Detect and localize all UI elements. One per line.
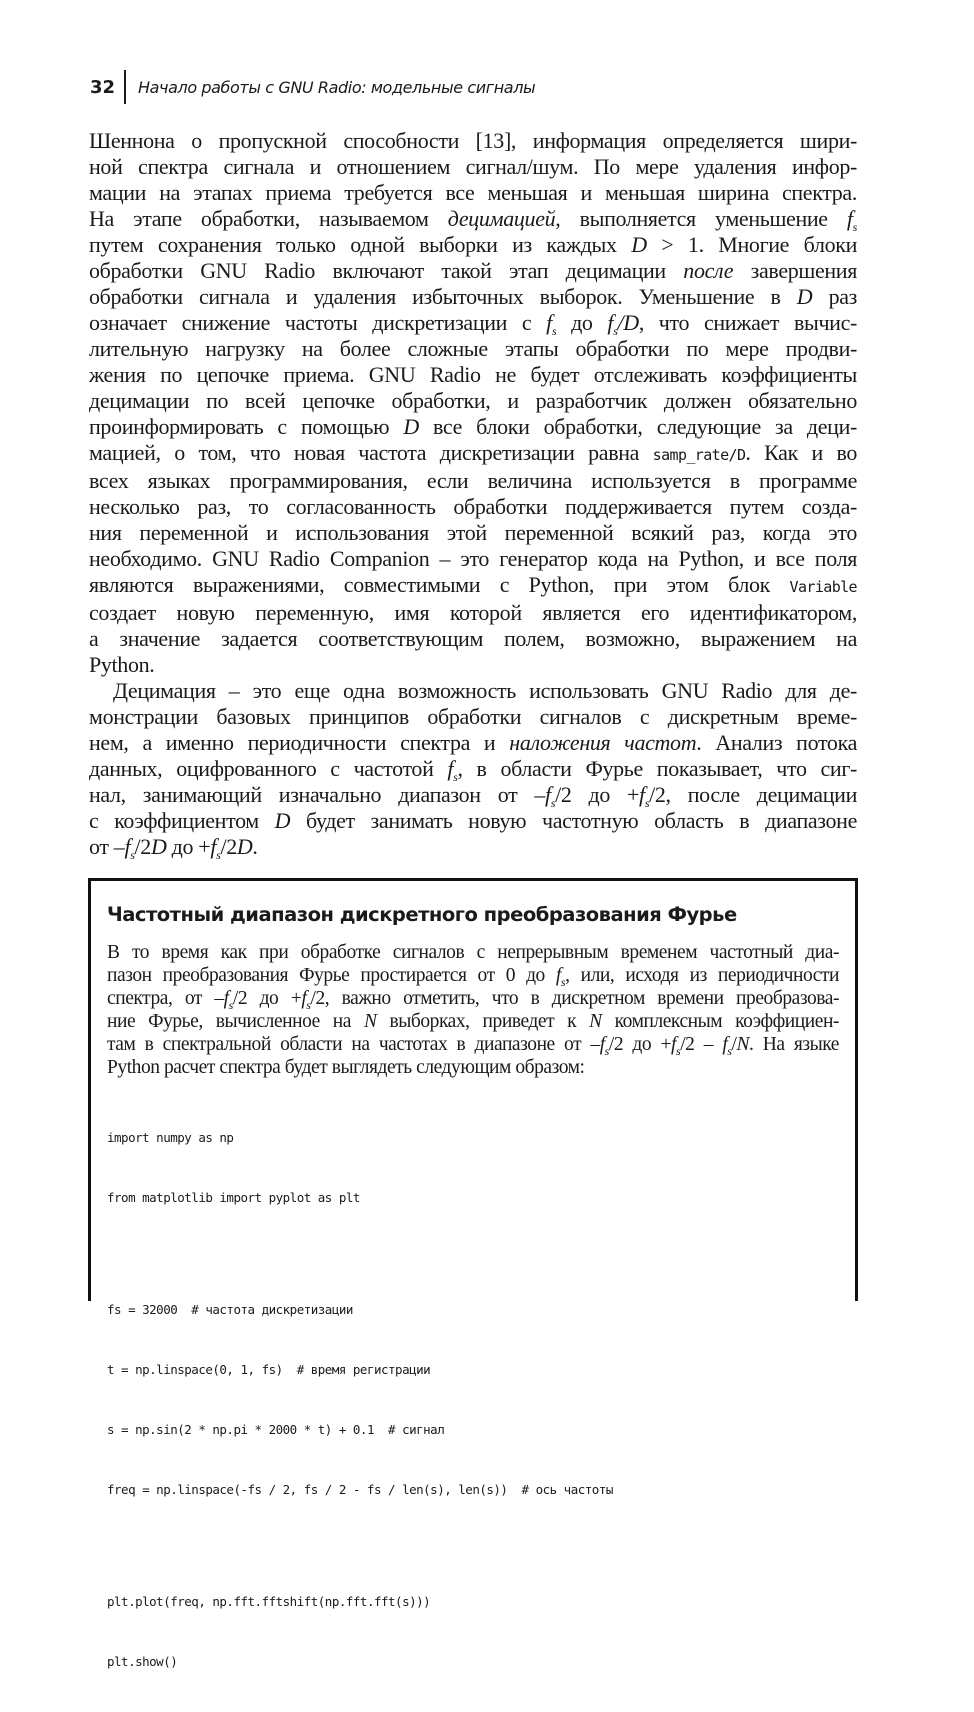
sidebar-title: Частотный диапазон дискретного преобразования Фурье	[107, 903, 737, 926]
code-line: s = np.sin(2 * np.pi * 2000 * t) + 0.1 # сигнал	[107, 1422, 445, 1437]
text-line: В то время как при обработке сигналов с непрерывным временем частотный диа-	[107, 942, 839, 963]
body-text	[89, 128, 857, 860]
sidebar-text	[107, 941, 839, 1079]
running-title: Начало работы с GNU Radio: модельные сигналы	[138, 77, 536, 97]
paragraph-2	[89, 678, 857, 860]
code-line: fs = 32000 # частота дискретизации	[107, 1302, 353, 1317]
text-line: проинформировать с помощью D все блоки обработки, следующие за деци-	[89, 414, 857, 439]
text-line: жения по цепочке приема. GNU Radio не будет отслеживать коэффициенты	[89, 362, 857, 387]
text-line: Python расчет спектра будет выглядеть следующим образом:	[107, 1057, 585, 1078]
text-line: являются выражениями, совместимыми с Python, при этом блок Variable	[89, 572, 857, 597]
text-line: лительную нагрузку на более сложные этапы обработки по мере продви-	[89, 336, 857, 361]
text-line: нал, занимающий изначально диапазон от $-f_s/2$ до $+f_s/2$, после децимации	[89, 782, 857, 810]
text-line: путем сохранения только одной выборки из каждых D > 1. Многие блоки	[89, 232, 857, 257]
inline-code: samp_rate/D	[652, 446, 746, 464]
code-line: import numpy as np	[107, 1130, 234, 1145]
text-line: спектра, от $-f_s/2$ до $+f_s/2$, важно отметить, что в дискретном времени преобразова-	[107, 988, 840, 1012]
text-line: монстрации базовых принципов обработки сигналов с дискретным време-	[89, 704, 857, 729]
text-line: децимации по всей цепочке обработки, и разработчик должен обязательно	[89, 388, 857, 413]
text-line: мации на этапах приема требуется все меньшая и меньшая ширина спектра.	[89, 180, 857, 205]
text-line: несколько раз, то согласованность обработки поддерживается путем созда-	[89, 494, 857, 519]
text-line: с коэффициентом D будет занимать новую частотную область в диапазоне	[89, 808, 857, 833]
text-line: пазон преобразования Фурье простирается от 0 до $f_s$, или, исходя из периодичности	[107, 965, 839, 989]
text-line: ние Фурье, вычисленное на N выборках, приведет к N комплексным коэффициен-	[107, 1011, 839, 1032]
term-aliasing: наложения частот	[509, 730, 697, 755]
code-line: freq = np.linspace(-fs / 2, fs / 2 - fs / len(s), len(s)) # ось частоты	[107, 1482, 613, 1497]
sidebar-box	[88, 878, 858, 1669]
text-line: На этапе обработки, называемом децимацией, выполняется уменьшение $f_s$	[89, 206, 857, 234]
text-line: означает снижение частоты дискретизации с $f_s$ до $f_s/D$, что снижает вычис-	[89, 310, 857, 338]
text-line: создает новую переменную, имя которой является его идентификатором,	[89, 600, 857, 625]
code-line: plt.show()	[107, 1654, 178, 1669]
text-line: а значение задается соответствующим полем, возможно, выражением на	[89, 626, 857, 651]
text-line: Python.	[89, 652, 155, 677]
code-line: t = np.linspace(0, 1, fs) # время регистрации	[107, 1362, 431, 1377]
text-line: данных, оцифрованного с частотой $f_s$, в области Фурье показывает, что сиг-	[89, 756, 857, 784]
text-line: ной спектра сигнала и отношением сигнал/шум. По мере удаления инфор-	[89, 154, 857, 179]
page-header	[90, 68, 535, 106]
text-line: там в спектральной области на частотах в диапазоне от $-f_s/2$ до $+f_s/2 - f_s/N$. На языке	[107, 1034, 839, 1058]
code-line: from matplotlib import pyplot as plt	[107, 1190, 360, 1205]
text-line: Децимация – это еще одна возможность использовать GNU Radio для де-	[113, 678, 857, 703]
text-line: Шеннона о пропускной способности [13], информация определяется шири-	[89, 128, 857, 153]
text-line: обработки сигнала и удаления избыточных выборок. Уменьшение в D раз	[89, 284, 857, 309]
text-line: мацией, о том, что новая частота дискретизации равна samp_rate/D. Как и во	[89, 440, 857, 465]
header-divider	[124, 70, 126, 104]
text-line: нем, а именно периодичности спектра и наложения частот. Анализ потока	[89, 730, 857, 755]
text-line: необходимо. GNU Radio Companion – это генератор кода на Python, и все поля	[89, 546, 857, 571]
term-decimation: децимацией	[447, 206, 556, 231]
page-number: 32	[90, 76, 116, 98]
text-line: обработки GNU Radio включают такой этап децимации после завершения	[89, 258, 857, 283]
text-line: от $-f_s/2D$ до $+f_s/2D$.	[89, 834, 258, 862]
paragraph-1	[89, 128, 857, 678]
inline-code: Variable	[789, 578, 857, 596]
code-listing	[107, 1088, 613, 1712]
code-line: plt.plot(freq, np.fft.fftshift(np.fft.fft(s)))	[107, 1594, 431, 1609]
text-line: всех языках программирования, если величина используется в программе	[89, 468, 857, 493]
text-line: ния переменной и использования этой переменной всякий раз, когда это	[89, 520, 857, 545]
